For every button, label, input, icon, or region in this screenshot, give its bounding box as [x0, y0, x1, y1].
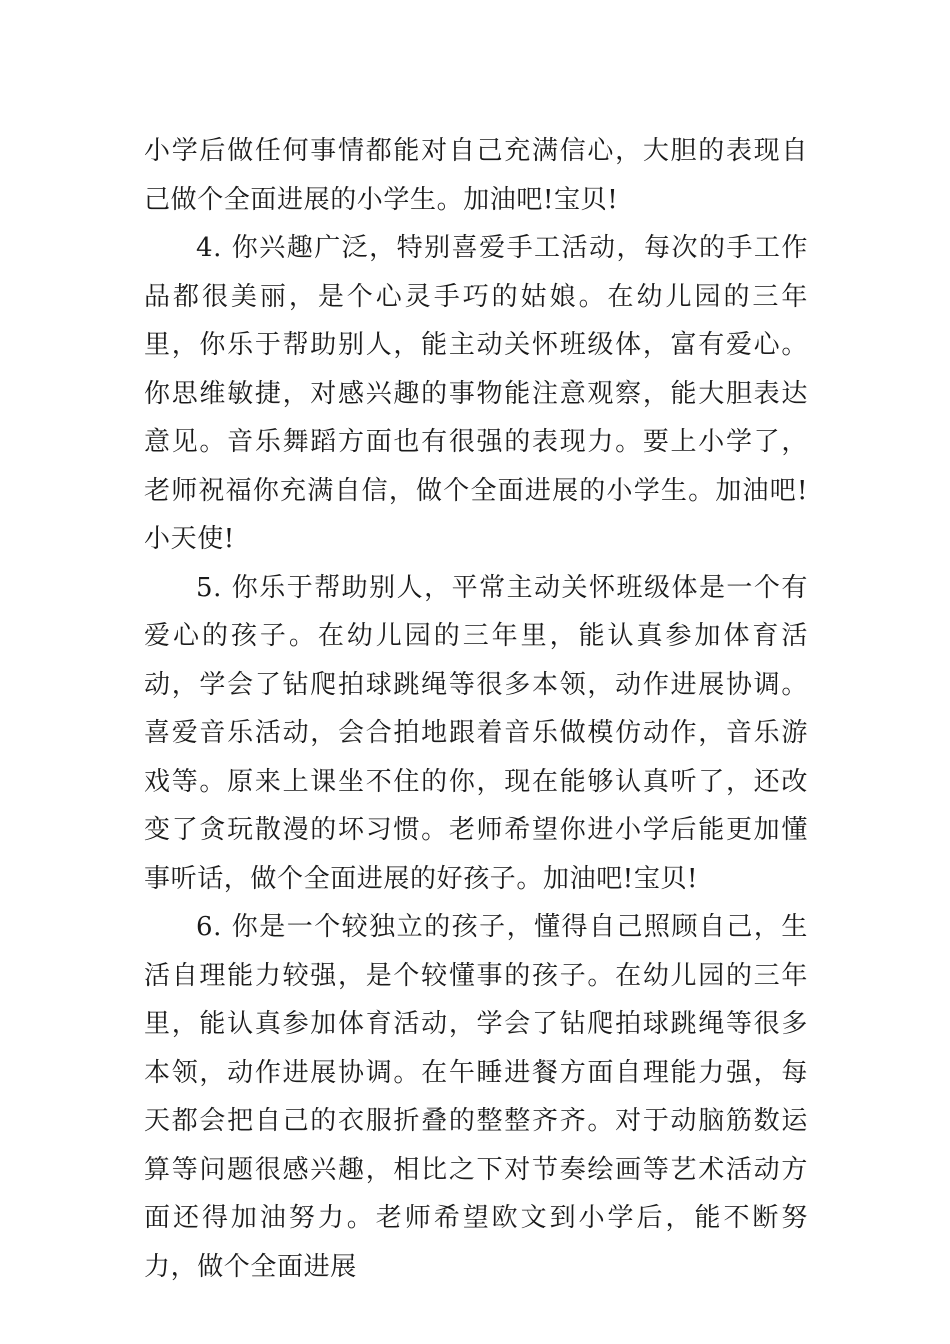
paragraph-item-4: 4. 你兴趣广泛，特别喜爱手工活动，每次的手工作品都很美丽，是个心灵手巧的姑娘。在幼儿园的三年里，你乐于帮助别人，能主动关怀班级体，富有爱心。你思维敏捷，对感兴趣的事物能注意观察，能大胆表达意见。音乐舞蹈方面也有很强的表现力。要上小学了，老师祝福你充满自信，做个全面进展的小学生。加油吧!小天使!	[144, 233, 808, 554]
document-body	[144, 127, 808, 1291]
paragraph-item-5: 5. 你乐于帮助别人，平常主动关怀班级体是一个有爱心的孩子。在幼儿园的三年里，能认真参加体育活动，学会了钻爬拍球跳绳等很多本领，动作进展协调。喜爱音乐活动，会合拍地跟着音乐做模仿动作，音乐游戏等。原来上课坐不住的你，现在能够认真听了，还改变了贪玩散漫的坏习惯。老师希望你进小学后能更加懂事听话，做个全面进展的好孩子。加油吧!宝贝!	[144, 572, 808, 894]
paragraph-item-6: 6. 你是一个较独立的孩子，懂得自己照顾自己，生活自理能力较强，是个较懂事的孩子。在幼儿园的三年里，能认真参加体育活动，学会了钻爬拍球跳绳等很多本领，动作进展协调。在午睡进餐方面自理能力强，每天都会把自己的衣服折叠的整整齐齐。对于动脑筋数运算等问题很感兴趣，相比之下对节奏绘画等艺术活动方面还得加油努力。老师希望欧文到小学后，能不断努力，做个全面进展	[144, 912, 808, 1282]
paragraph-continuation: 小学后做任何事情都能对自己充满信心，大胆的表现自己做个全面进展的小学生。加油吧!宝贝!	[144, 136, 808, 215]
